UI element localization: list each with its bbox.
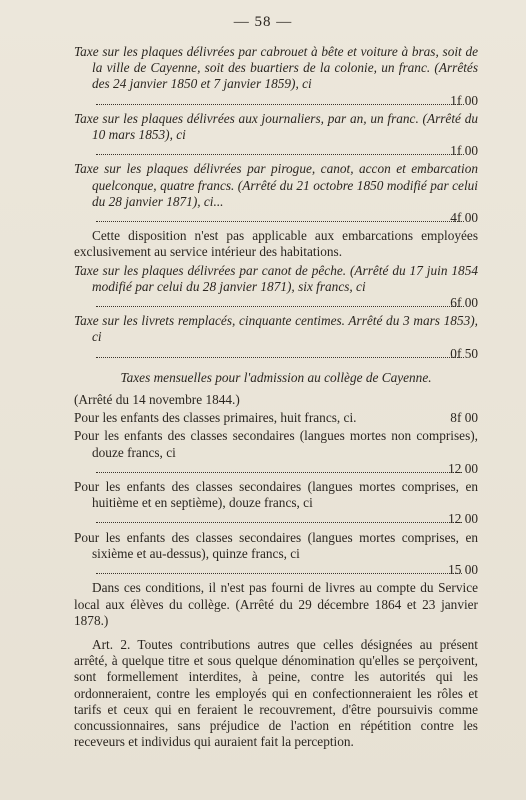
entry-amount: 4f 00 bbox=[450, 210, 478, 226]
entry-amount: 15 00 bbox=[448, 562, 478, 578]
article-2: Art. 2. Toutes contributions autres que celles désignées au présent arrêté, à quelque titre et sous quelque dénomination qu'elles se perçoivent, sont formellement interdites, à peine, contre les autorités qui les ordonneraient, contre les employés qui en confectionneraient les rôles et tarifs et ceux qui en feraient le recouvrement, d'être poursuivis comme concussionnaires, sans préjudice de l'action en répétition contre les receveurs et individus qui auraient fait la perception. bbox=[74, 636, 478, 750]
leader-dots bbox=[96, 522, 462, 523]
entry-text: Taxe sur les plaques délivrées par canot de pêche. (Arrêté du 17 juin 1854 modifié par celui du 28 janvier 1871), six francs, ci bbox=[74, 262, 478, 294]
tax-entry-cabrouet bbox=[74, 44, 478, 109]
entry-text: Taxe sur les plaques délivrées par pirogue, canot, accon et embarcation quelconque, quatre francs. (Arrêté du 21 octobre 1850 modifié par celui du 28 janvier 1871), ci... bbox=[74, 161, 478, 209]
entry-amount: 1f 00 bbox=[450, 143, 478, 159]
page-body bbox=[74, 44, 478, 752]
college-entry-sixieme-dessus bbox=[74, 530, 478, 579]
tax-entry-pirogue bbox=[74, 161, 478, 226]
entry-text: Taxe sur les livrets remplacés, cinquante centimes. Arrêté du 3 mars 1853), ci bbox=[74, 313, 478, 345]
entry-text: Pour les enfants des classes secondaires (langues mortes comprises, en sixième et au-dessus), quinze francs, ci bbox=[74, 529, 478, 561]
page-number: — 58 — bbox=[233, 14, 293, 30]
entry-amount: 0f 50 bbox=[450, 345, 478, 361]
leader-dots bbox=[96, 104, 464, 105]
entry-text: Pour les enfants des classes primaires, huit francs, ci. bbox=[74, 410, 357, 426]
entry-text: Taxe sur les plaques délivrées aux journaliers, par an, un franc. (Arrêté du 10 mars 1853), ci bbox=[74, 110, 478, 143]
entry-text: Taxe sur les plaques délivrées par cabrouet à bête et voiture à bras, soit de la ville de Cayenne, soit des buartiers de la colonie, un franc. (Arrêtés des 24 janvier 1850 et 7 janvier 1859), ci bbox=[74, 44, 478, 92]
leader-dots bbox=[96, 154, 464, 155]
note-embarcations: Cette disposition n'est pas applicable aux embarcations employées exclusivement au service intérieur des habitations. bbox=[74, 228, 478, 260]
entry-amount: 1f 00 bbox=[450, 92, 478, 108]
entry-amount: 8f 00 bbox=[450, 410, 478, 426]
livres-note: Dans ces conditions, il n'est pas fourni de livres au compte du Service local aux élèves du collège. (Arrêté du 29 décembre 1864 et 23 janvier 1878.) bbox=[74, 580, 478, 628]
entry-amount: 6f 00 bbox=[450, 295, 478, 311]
college-arrete: (Arrêté du 14 novembre 1844.) bbox=[74, 392, 240, 408]
tax-entry-livrets bbox=[74, 313, 478, 362]
leader-dots bbox=[96, 221, 464, 222]
entry-amount: 12 00 bbox=[448, 511, 478, 527]
tax-entry-journaliers bbox=[74, 111, 478, 160]
tax-entry-canot-peche bbox=[74, 263, 478, 312]
leader-dots bbox=[96, 472, 462, 473]
leader-dots bbox=[96, 357, 464, 358]
leader-dots bbox=[96, 306, 464, 307]
college-entry-huitieme-septieme bbox=[74, 479, 478, 528]
college-entry-primaires bbox=[74, 410, 478, 426]
entry-text: Pour les enfants des classes secondaires (langues mortes comprises, en huitième et en septième), douze francs, ci bbox=[74, 479, 478, 511]
entry-amount: 12 00 bbox=[448, 460, 478, 476]
college-entry-secondaires-non-comprises bbox=[74, 428, 478, 477]
entry-text: Pour les enfants des classes secondaires (langues mortes non comprises), douze francs, ci bbox=[74, 428, 478, 460]
college-heading: Taxes mensuelles pour l'admission au collège de Cayenne. bbox=[120, 369, 432, 385]
leader-dots bbox=[96, 573, 462, 574]
